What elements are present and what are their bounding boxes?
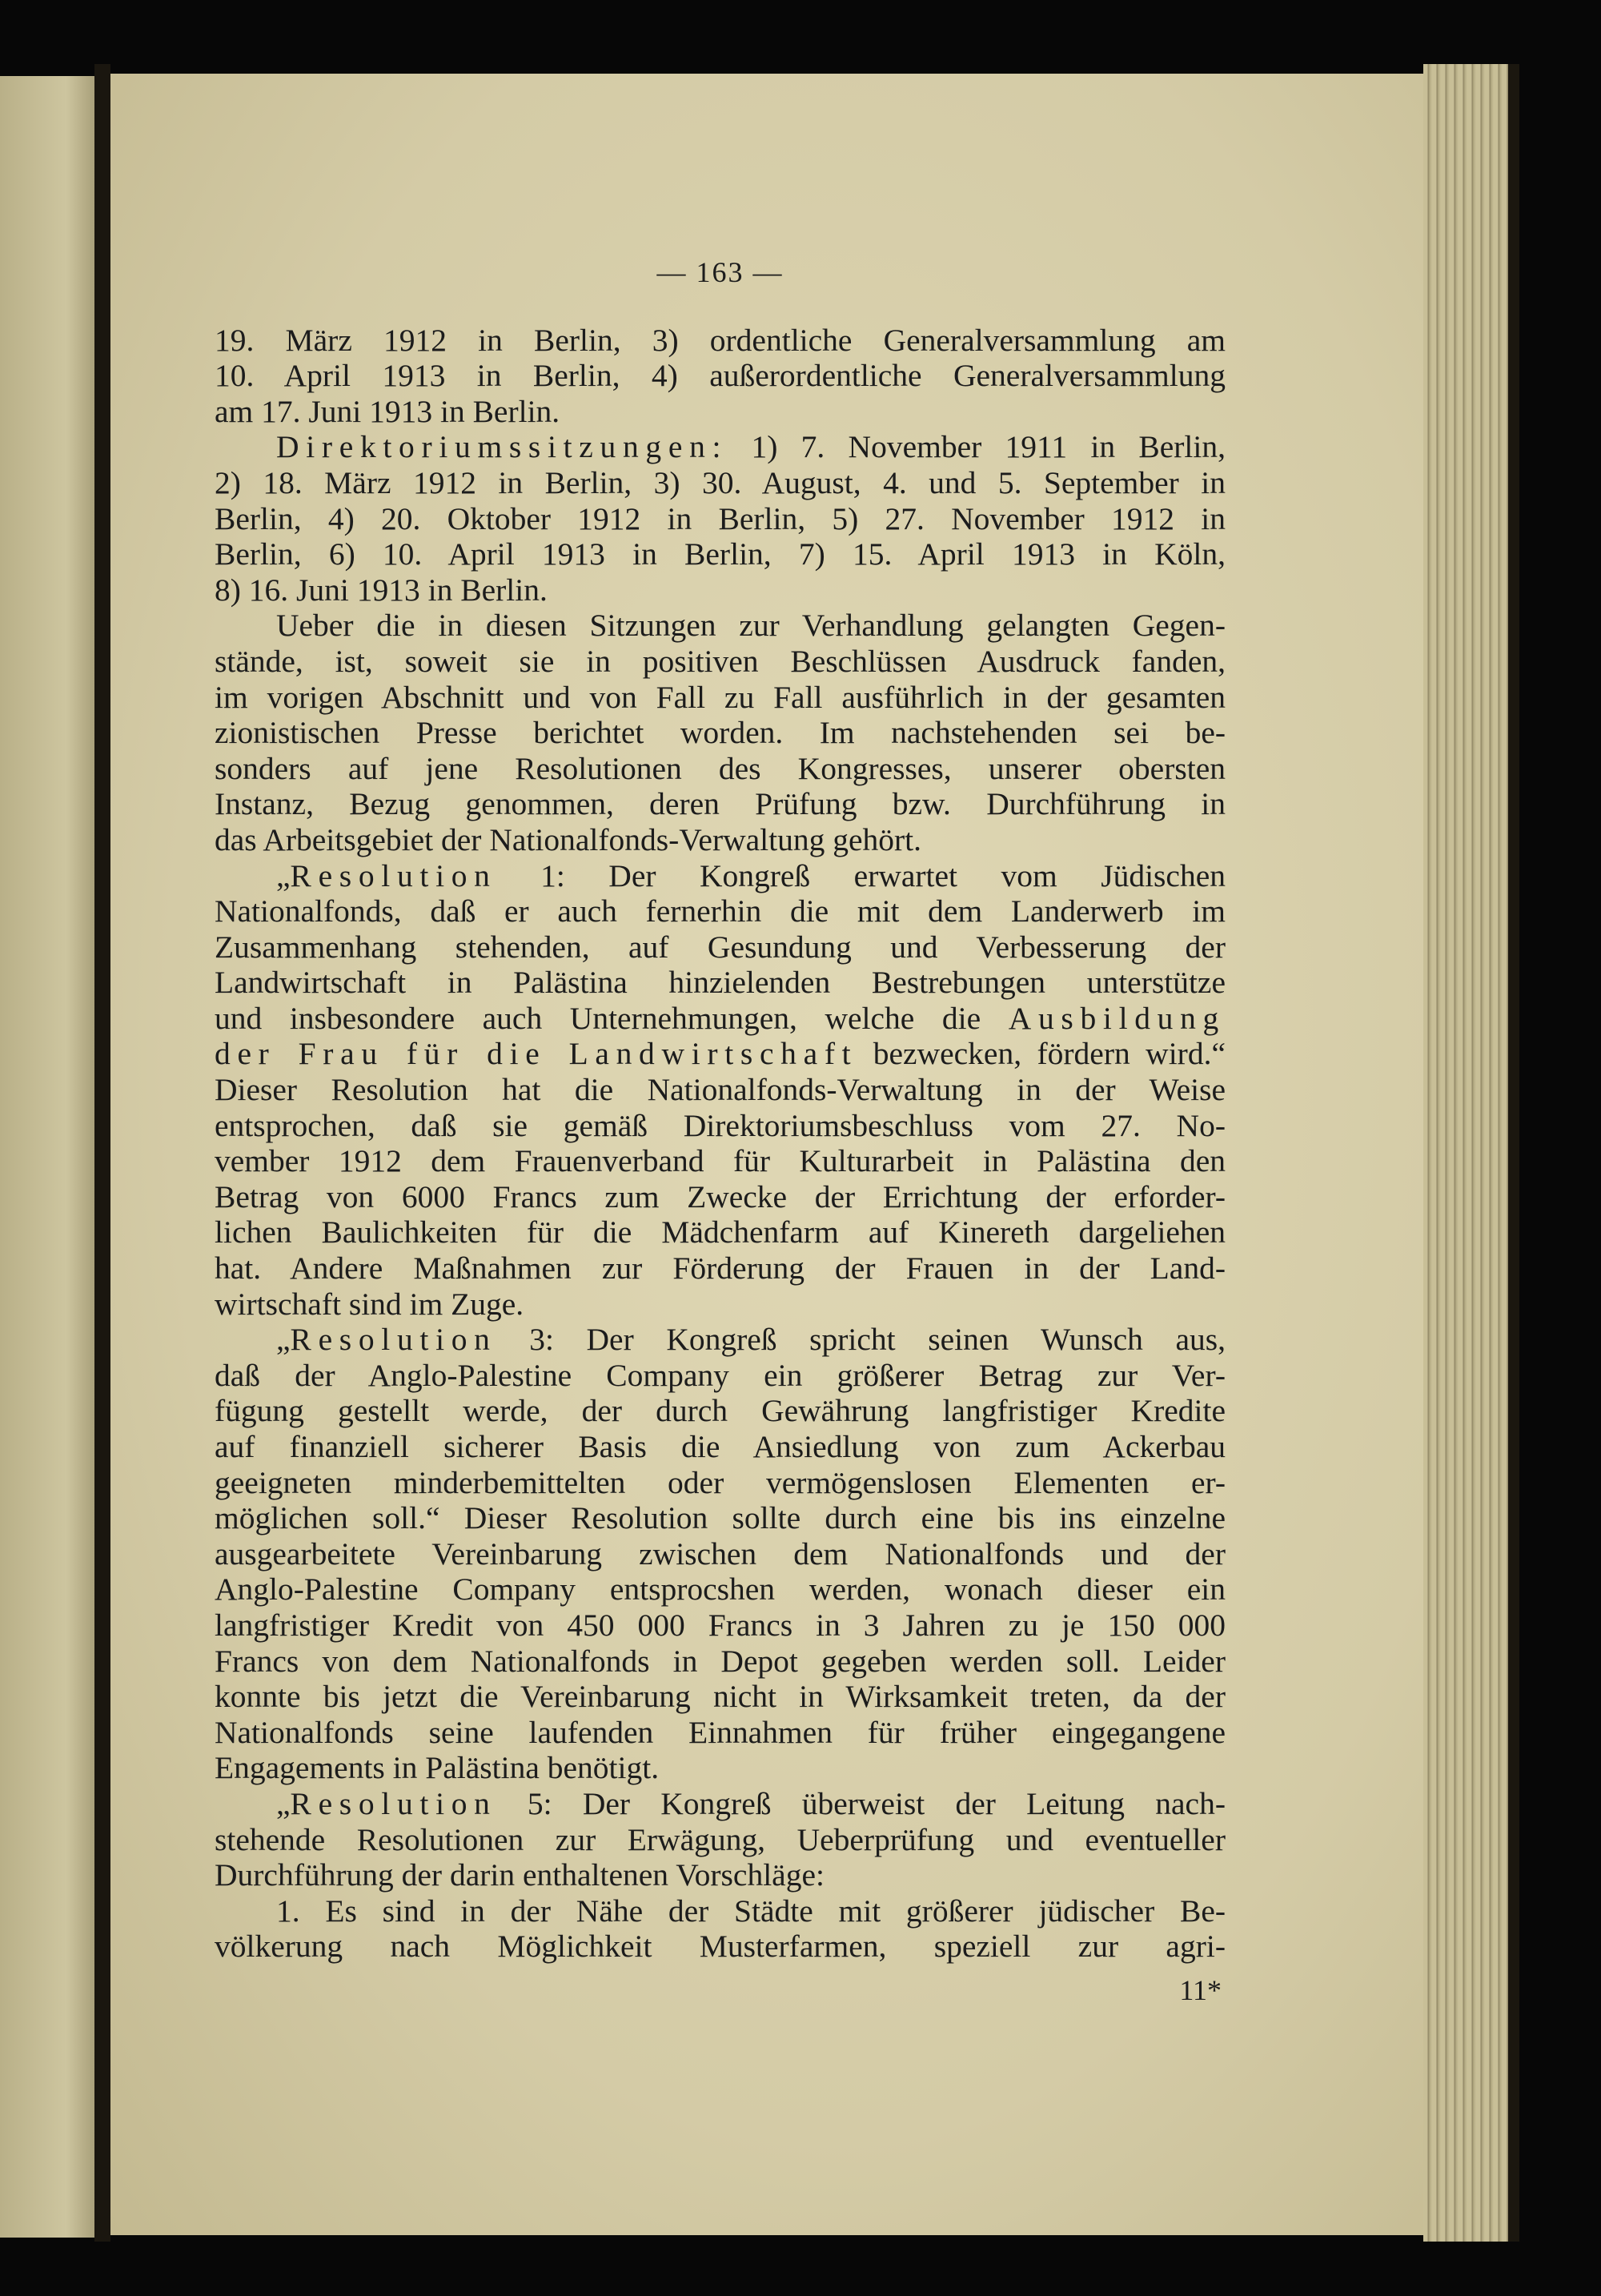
text-line: 10. April 1913 in Berlin, 4) außerordentliche Generalversammlung: [215, 358, 1226, 394]
book-gutter: [94, 64, 110, 2242]
text-line: Berlin, 4) 20. Oktober 1912 in Berlin, 5) 27. November 1912 in: [215, 500, 1226, 536]
text-line: und insbesondere auch Unternehmungen, welche die Ausbildung: [215, 1000, 1226, 1036]
text-line: Direktoriumssitzungen: 1) 7. November 1911 in Berlin,: [276, 429, 1226, 465]
text-line: sonders auf jene Resolutionen des Kongresses, unserer obersten: [215, 750, 1226, 786]
text-line: wirtschaft sind im Zuge.: [215, 1286, 524, 1322]
signature-mark: 11*: [1179, 1973, 1222, 2006]
spaced-heading: Direktoriumssitzungen:: [276, 429, 728, 465]
spaced-emphasis: Ausbildung: [1008, 1000, 1226, 1036]
text-line: 2) 18. März 1912 in Berlin, 3) 30. August, 4. und 5. September in: [215, 464, 1226, 500]
text-line: geeigneten minderbemittelten oder vermögenslosen Elementen er-: [215, 1464, 1226, 1500]
text-line: das Arbeitsgebiet der Nationalfonds-Verwaltung gehört.: [215, 821, 922, 857]
text-line: Anglo-Palestine Company entsprocshen werden, wonach dieser ein: [215, 1571, 1226, 1608]
text-line: Ueber die in diesen Sitzungen zur Verhandlung gelangten Gegen-: [276, 608, 1226, 644]
page-stack-edges: [1423, 64, 1519, 2242]
spaced-heading: Resolution: [290, 1785, 497, 1821]
text-line: Nationalfonds, daß er auch fernerhin die mit dem Landerwerb im: [215, 893, 1226, 929]
text-line: völkerung nach Möglichkeit Musterfarmen, speziell zur agri-: [215, 1929, 1226, 1965]
spaced-heading: Resolution: [290, 1322, 497, 1358]
paragraph-ueber: [215, 608, 1226, 857]
text-line: 19. März 1912 in Berlin, 3) ordentliche Generalversammlung am: [215, 322, 1226, 358]
text-line: möglichen soll.“ Dieser Resolution sollte durch eine bis ins einzelne: [215, 1500, 1226, 1536]
text-line: Zusammenhang stehenden, auf Gesundung und Verbesserung der: [215, 929, 1226, 965]
page-number: — 163 —: [656, 256, 784, 288]
text-line: Instanz, Bezug genommen, deren Prüfung bzw. Durchführung in: [215, 786, 1226, 822]
facing-page-edge: [0, 76, 94, 2238]
text-line: Dieser Resolution hat die Nationalfonds-Verwaltung in der Weise: [215, 1072, 1226, 1108]
page-text: [215, 255, 1226, 2009]
text-line: ausgearbeitete Vereinbarung zwischen dem Nationalfonds und der: [215, 1535, 1226, 1571]
text-line: Nationalfonds seine laufenden Einnahmen für früher eingegangene: [215, 1714, 1226, 1750]
paragraph-resolution-5: [215, 1786, 1226, 1893]
text-line: „Resolution 1: Der Kongreß erwartet vom Jüdischen: [276, 857, 1226, 893]
spaced-heading: Resolution: [290, 857, 497, 893]
text-line: Durchführung der darin enthaltenen Vorschläge:: [215, 1857, 825, 1893]
text-line: vember 1912 dem Frauenverband für Kulturarbeit in Palästina den: [215, 1143, 1226, 1179]
text-line: stehende Resolutionen zur Erwägung, Ueberprüfung und eventueller: [215, 1821, 1226, 1857]
spaced-emphasis: der Frau für die Landwirtschaft: [215, 1036, 858, 1072]
text-line: lichen Baulichkeiten für die Mädchenfarm auf Kinereth dargeliehen: [215, 1214, 1226, 1250]
paragraph-direktorium: [215, 429, 1226, 608]
text-line: am 17. Juni 1913 in Berlin.: [215, 393, 560, 429]
text-line: 1. Es sind in der Nähe der Städte mit größerer jüdischer Be-: [276, 1893, 1226, 1929]
paragraph-resolution-3: [215, 1322, 1226, 1786]
text-line: im vorigen Abschnitt und von Fall zu Fall ausführlich in der gesamten: [215, 679, 1226, 715]
text-line: zionistischen Presse berichtet worden. Im nachstehenden sei be-: [215, 715, 1226, 751]
text-line: daß der Anglo-Palestine Company ein größerer Betrag zur Ver-: [215, 1357, 1226, 1393]
text-line: Betrag von 6000 Francs zum Zwecke der Errichtung der erforder-: [215, 1178, 1226, 1214]
text-line: entsprochen, daß sie gemäß Direktoriumsbeschluss vom 27. No-: [215, 1107, 1226, 1143]
text-line: stände, ist, soweit sie in positiven Beschlüssen Ausdruck fanden,: [215, 643, 1226, 679]
text-line: Berlin, 6) 10. April 1913 in Berlin, 7) 15. April 1913 in Köln,: [215, 536, 1226, 572]
text-line: der Frau für die Landwirtschaft bezwecken, fördern wird.“: [215, 1036, 1226, 1072]
paragraph-resolution-1: [215, 858, 1226, 1323]
text-line: konnte bis jetzt die Vereinbarung nicht in Wirksamkeit treten, da der: [215, 1679, 1226, 1715]
text-line: „Resolution 3: Der Kongreß spricht seinen Wunsch aus,: [276, 1322, 1226, 1358]
text-line: fügung gestellt werde, der durch Gewährung langfristiger Kredite: [215, 1393, 1226, 1429]
text-line: 8) 16. Juni 1913 in Berlin.: [215, 572, 548, 608]
text-line: hat. Andere Maßnahmen zur Förderung der Frauen in der Land-: [215, 1250, 1226, 1286]
paragraph-item-1: [215, 1893, 1226, 1965]
text-line: Landwirtschaft in Palästina hinzielenden Bestrebungen unterstütze: [215, 965, 1226, 1001]
text-line: Francs von dem Nationalfonds in Depot gegeben werden soll. Leider: [215, 1643, 1226, 1679]
text-line: „Resolution 5: Der Kongreß überweist der Leitung nach-: [276, 1785, 1226, 1821]
paragraph-meeting-dates: [215, 323, 1226, 430]
text-line: langfristiger Kredit von 450 000 Francs in 3 Jahren zu je 150 000: [215, 1607, 1226, 1643]
text-line: Engagements in Palästina benötigt.: [215, 1750, 660, 1786]
text-line: auf finanziell sicherer Basis die Ansiedlung von zum Ackerbau: [215, 1429, 1226, 1464]
